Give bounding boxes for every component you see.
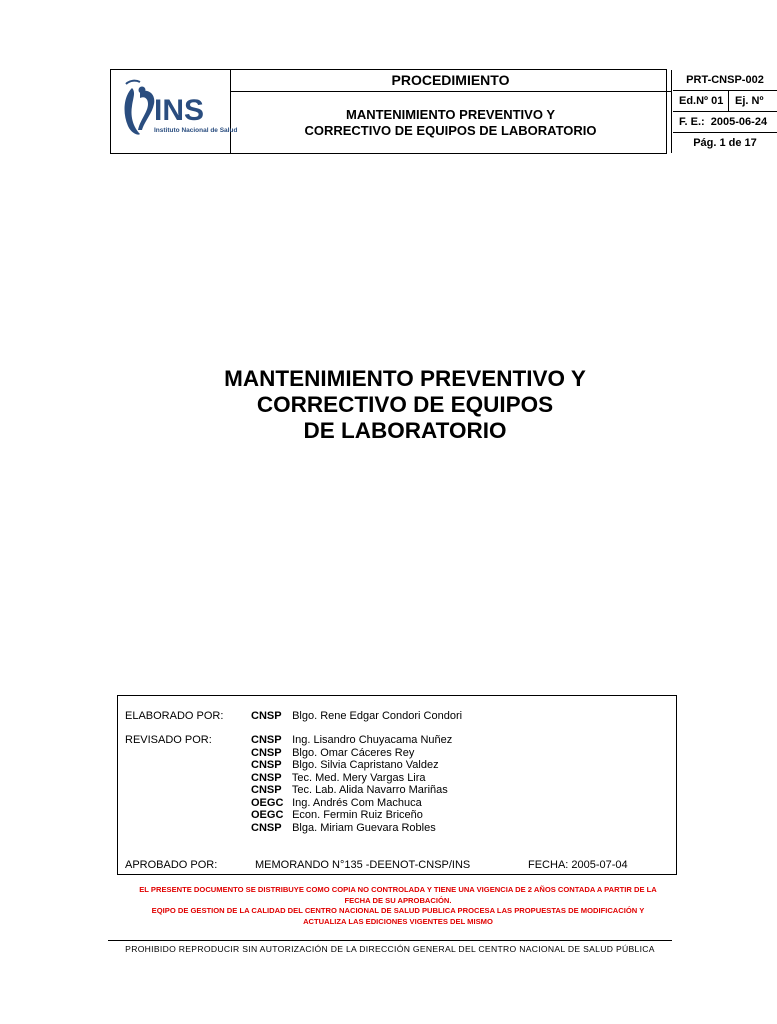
copy-number: Ej. Nº (729, 91, 777, 112)
logo-cell (111, 70, 238, 153)
approval-box (117, 695, 677, 875)
reviewer: CNSP Ing. Lisandro Chuyacama Nuñez (251, 734, 453, 746)
elaborado-label: ELABORADO POR: (125, 710, 224, 722)
title-cell (230, 70, 672, 153)
svg-text:Instituto Nacional de Salud: Instituto Nacional de Salud (154, 127, 238, 134)
edition-number: Ed.Nº 01 (673, 91, 729, 112)
reviewer: OEGC Ing. Andrés Com Machuca (251, 796, 422, 809)
footer-text: PROHIBIDO REPRODUCIR SIN AUTORIZACIÓN DE LA DIRECCIÓN GENERAL DEL CENTRO NACIONAL DE SALUD PÚBLICA (125, 944, 655, 954)
distribution-notice: EL PRESENTE DOCUMENTO SE DISTRIBUYE COMO COPIA NO CONTROLADA Y TIENE UNA VIGENCIA DE 2 AÑOS CONTADA A PARTIR DE LA FECHA DE SU APROBACIÓN. EQIPO DE GESTION DE LA CALIDAD DEL CENTRO NACIONAL DE SALUD PUBLICA PROCESA LAS PROPUESTAS DE MODIFICACIÓN Y ACTUALIZA LAS EDICIONES VIGENTES DEL MISMO (139, 885, 657, 926)
approval-memo: MEMORANDO N°135 -DEENOT-CNSP/INS (255, 859, 471, 871)
reviewer: CNSP Blga. Miriam Guevara Robles (251, 821, 436, 834)
doc-type: PROCEDIMIENTO (230, 70, 672, 92)
reviewer: OEGC Econ. Fermin Ruiz Briceño (251, 809, 423, 821)
svg-text:INS: INS (154, 94, 205, 127)
reviewer: CNSP Blgo. Omar Cáceres Rey (251, 746, 415, 759)
revisado-list (251, 734, 452, 834)
elaborado-entry: CNSP Blgo. Rene Edgar Condori Condori (251, 710, 463, 722)
effective-date: F. E.: 2005-06-24 (673, 112, 777, 133)
footer-divider (108, 940, 672, 941)
reviewer: CNSP Tec. Med. Mery Vargas Lira (251, 771, 426, 784)
aprobado-label: APROBADO POR: (125, 859, 218, 871)
ins-logo (118, 78, 238, 144)
reviewer: CNSP Blgo. Silvia Capristano Valdez (251, 759, 439, 771)
reviewer: CNSP Tec. Lab. Alida Navarro Mariñas (251, 784, 448, 796)
approval-date: FECHA: 2005-07-04 (528, 859, 628, 871)
doc-code: PRT-CNSP-002 (673, 70, 777, 91)
page-number: Pág. 1 de 17 (693, 137, 757, 149)
page-title: MANTENIMIENTO PREVENTIVO Y CORRECTIVO DE EQUIPOS DE LABORATORIO (224, 366, 586, 443)
doc-title: MANTENIMIENTO PREVENTIVO Y CORRECTIVO DE EQUIPOS DE LABORATORIO (230, 92, 672, 153)
doc-meta-cell (673, 70, 777, 153)
document-header-table (110, 69, 768, 154)
revisado-label: REVISADO POR: (125, 734, 212, 746)
